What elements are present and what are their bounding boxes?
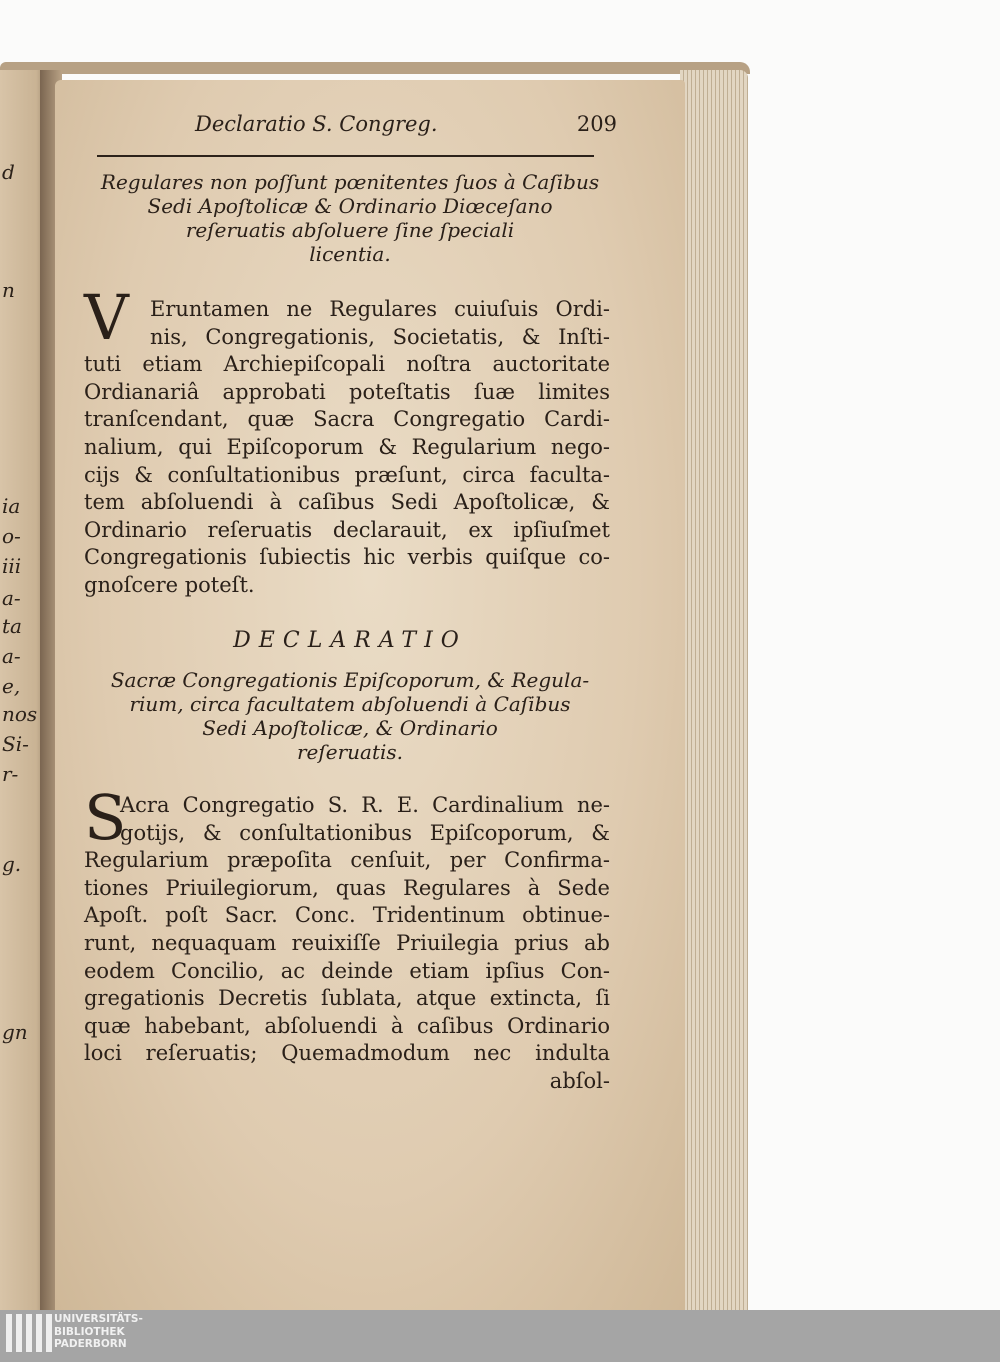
- fragment: e,: [2, 674, 21, 698]
- text-line: nalium, qui Epiſcoporum & Regularium nego-: [84, 434, 610, 459]
- header-rule: [97, 155, 594, 157]
- text-line: loci reſeruatis; Quemadmodum nec indulta: [84, 1041, 610, 1066]
- book-top-edge: [0, 62, 750, 74]
- running-title: Declaratio S. Congreg.: [195, 112, 438, 136]
- page-number: 209: [576, 112, 617, 136]
- text-line: Acra Congregatio S. R. E. Cardinalium ne-: [120, 793, 610, 817]
- text-line: Eruntamen ne Regulares cuiuſuis Ordi-: [150, 297, 610, 321]
- fragment: ta: [2, 614, 22, 638]
- text-line: tuti etiam Archiepiſcopali noſtra auctoritate: [84, 352, 610, 377]
- catchword: abſol-: [549, 1068, 610, 1093]
- text-line: Congregationis ſubiectis hic verbis quiſque co-: [84, 545, 610, 570]
- text-line: nis, Congregationis, Societatis, & Inſti-: [150, 324, 610, 349]
- logo-line: UNIVERSITÄTS-: [54, 1313, 143, 1325]
- text-line: tiones Priuilegiorum, quas Regulares à Sede: [84, 875, 610, 900]
- text-line: Ordinario reſeruatis declarauit, ex ipſiuſmet: [84, 517, 610, 542]
- logo-line: PADERBORN: [54, 1338, 127, 1350]
- heading-line: Sedi Apoſtolicæ & Ordinario Diœceſano: [147, 194, 553, 218]
- text-line: cijs & conſultationibus præſunt, circa faculta-: [84, 462, 610, 487]
- text-line: gregationis Decretis ſublata, atque extincta, ſi: [84, 986, 610, 1011]
- fragment: a-: [2, 644, 21, 668]
- fragment: nos: [2, 702, 38, 726]
- fragment: d: [2, 160, 15, 184]
- logo-line: BIBLIOTHEK: [54, 1325, 125, 1338]
- library-logo-text: [54, 1313, 143, 1351]
- text-line: tem abſoluendi à caſibus Sedi Apoſtolicæ, &: [84, 490, 610, 515]
- fragment: ia: [2, 494, 21, 518]
- paragraph-1: [84, 296, 610, 600]
- text-line: eodem Concilio, ac deinde etiam ipſius Con-: [84, 958, 610, 983]
- fragment: Si-: [2, 732, 29, 756]
- section-heading: [80, 170, 620, 266]
- page-header: [85, 112, 625, 144]
- fragment: iii: [2, 554, 22, 578]
- heading-line: Sacræ Congregationis Epiſcoporum, & Regula-: [110, 668, 590, 692]
- paragraph-2: [84, 781, 610, 1096]
- fragment: r-: [2, 762, 19, 786]
- text-line: quæ habebant, abſoluendi à caſibus Ordinario: [84, 1013, 610, 1038]
- fragment: o-: [2, 524, 21, 548]
- text-line: Ordianariâ approbati poteſtatis ſuæ limites: [84, 379, 610, 404]
- text-line: Regularium præpoſita cenſuit, per Confirma-: [84, 848, 610, 873]
- heading-line: Regulares non poſſunt pœnitentes ſuos à Caſibus: [100, 170, 600, 194]
- fragment: a-: [2, 586, 21, 610]
- fragment: g.: [2, 852, 22, 876]
- declaratio-title: DECLARATIO: [233, 628, 467, 653]
- page-edges: [680, 70, 748, 1310]
- library-footer: [0, 1310, 1000, 1362]
- section-heading: [80, 668, 620, 764]
- heading-line: licentia.: [309, 242, 391, 266]
- fragment: n: [2, 278, 15, 302]
- fragment: gn: [2, 1020, 28, 1044]
- heading-line: Sedi Apoſtolicæ, & Ordinario: [202, 716, 498, 740]
- text-line: Apoſt. poſt Sacr. Conc. Tridentinum obtinue-: [84, 903, 610, 928]
- text-line: runt, nequaquam reuixiſſe Priuilegia prius ab: [84, 930, 610, 955]
- drop-cap: V: [84, 281, 129, 354]
- drop-cap: S: [84, 781, 127, 854]
- library-logo-icon: [6, 1314, 56, 1356]
- text-line: tranſcendant, quæ Sacra Congregatio Cardi-: [84, 407, 610, 432]
- text-line: gotijs, & conſultationibus Epiſcoporum, &: [120, 820, 610, 845]
- heading-line: rium, circa facultatem abſoluendi à Caſibus: [129, 692, 571, 716]
- heading-line: reſeruatis abſoluere ſine ſpeciali: [185, 218, 515, 242]
- heading-line: reſeruatis.: [296, 740, 404, 764]
- text-line: gnoſcere poteſt.: [84, 572, 255, 597]
